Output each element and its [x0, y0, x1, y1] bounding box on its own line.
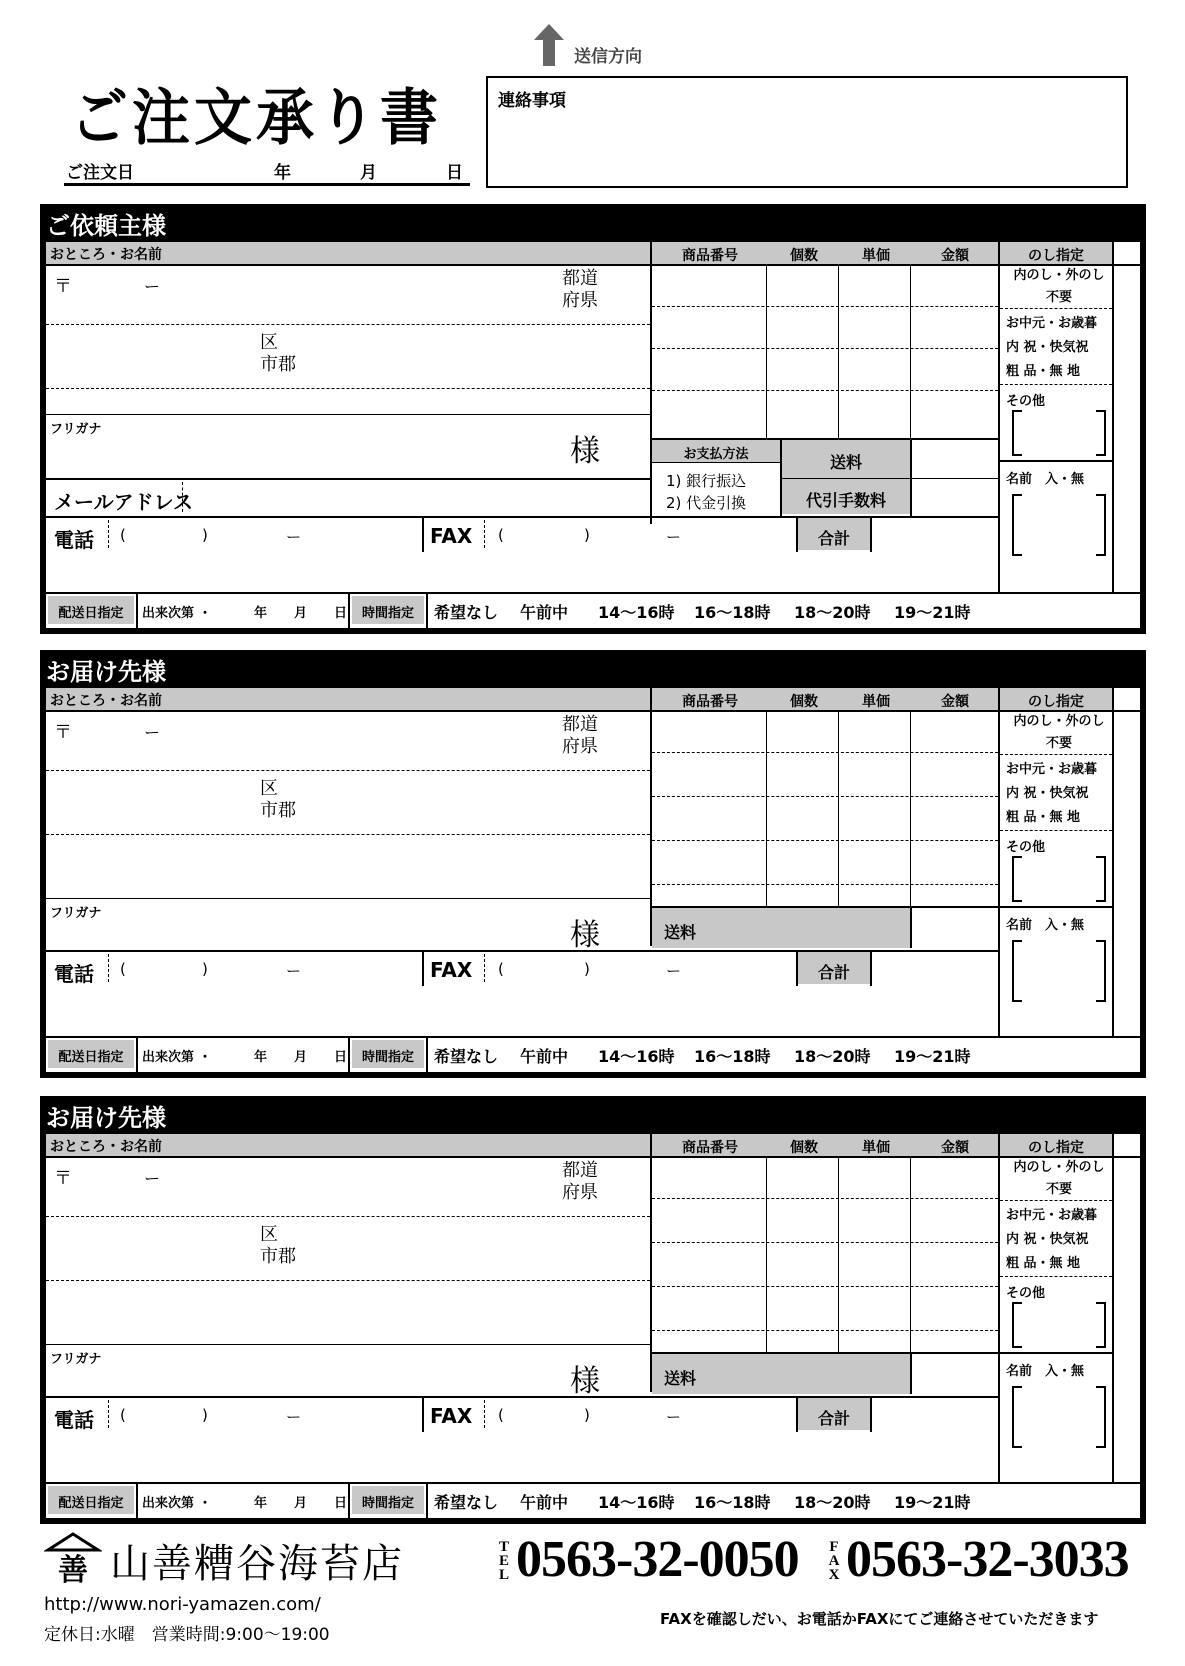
rule-line	[108, 520, 109, 548]
noshi-name-input[interactable]	[1026, 496, 1092, 554]
phone-dash: ー	[286, 528, 302, 546]
recipient-section-title: お届け先様	[46, 1104, 166, 1132]
fax-input[interactable]	[488, 952, 794, 982]
rule-line	[46, 770, 650, 771]
rule-line	[46, 1280, 650, 1281]
bracket-right	[1096, 1386, 1106, 1448]
rule-line	[782, 478, 998, 479]
noshi-none[interactable]: 不要	[1045, 1182, 1072, 1197]
rule-line	[910, 908, 912, 948]
rule-line	[910, 1354, 912, 1394]
time-spec-label: 時間指定	[361, 1496, 414, 1511]
time-option[interactable]: 午前中	[520, 1493, 569, 1512]
address-name-header: おところ・お名前	[50, 1139, 162, 1155]
up-arrow-icon	[534, 24, 564, 66]
delivery-asap-option[interactable]: 出来次第 ・	[142, 1050, 212, 1065]
time-option[interactable]: 希望なし	[434, 1493, 499, 1512]
total-amount-input[interactable]	[874, 1398, 994, 1430]
rule-line	[484, 1400, 485, 1428]
item-no-input[interactable]	[654, 308, 764, 344]
fax-dash: ー	[666, 962, 682, 980]
unit-price-header: 単価	[862, 248, 890, 264]
time-option[interactable]: 14〜16時	[598, 1493, 675, 1512]
noshi-other-label: その他	[1006, 394, 1046, 409]
item-no-input[interactable]	[654, 1200, 764, 1236]
phone-input[interactable]	[112, 952, 420, 982]
order-block-body	[46, 1134, 1140, 1518]
rule-line	[136, 1482, 138, 1518]
bracket-left	[1012, 410, 1022, 456]
rule-line	[766, 264, 767, 438]
bracket-left	[1012, 1386, 1022, 1448]
amount-header: 金額	[941, 694, 969, 710]
recipient-section-title: お届け先様	[46, 658, 166, 686]
fax-input[interactable]	[488, 518, 794, 548]
delivery-year-label: 年	[254, 606, 268, 621]
tel-number: 0563-32-0050	[516, 1531, 799, 1588]
phone-input[interactable]	[112, 1398, 420, 1428]
time-option[interactable]: 19〜21時	[894, 1047, 971, 1066]
rule-line	[46, 264, 1140, 266]
qty-header: 個数	[790, 248, 818, 264]
noshi-other-input[interactable]	[1026, 412, 1092, 454]
rule-line	[652, 390, 998, 391]
time-option[interactable]: 16〜18時	[694, 1493, 771, 1512]
rule-line	[1000, 308, 1112, 309]
noshi-other-input[interactable]	[1026, 858, 1092, 900]
rule-line	[910, 710, 911, 906]
send-direction-label: 送信方向	[574, 47, 642, 67]
noshi-header: のし指定	[1028, 694, 1084, 710]
rule-line	[46, 478, 650, 480]
prefecture-label: 都道 府県	[562, 1160, 598, 1203]
rule-line	[910, 440, 912, 516]
delivery-day-label: 日	[334, 1050, 348, 1065]
fax-paren-close: )	[584, 1406, 590, 1424]
rule-line	[426, 1036, 428, 1072]
fax-paren-close: )	[584, 526, 590, 544]
time-option[interactable]: 18〜20時	[794, 1047, 871, 1066]
item-no-header: 商品番号	[682, 248, 738, 264]
item-no-input[interactable]	[654, 392, 764, 428]
delivery-asap-option[interactable]: 出来次第 ・	[142, 1496, 212, 1511]
noshi-name-label: 名前 入・無	[1006, 918, 1085, 933]
rule-line	[652, 306, 998, 307]
rule-line	[1112, 1134, 1114, 1482]
noshi-other-label: その他	[1006, 840, 1046, 855]
order-block	[40, 204, 1146, 634]
item-no-header: 商品番号	[682, 1140, 738, 1156]
bracket-left	[1012, 940, 1022, 1002]
rule-line	[652, 1286, 998, 1287]
rule-line	[650, 242, 652, 524]
time-option[interactable]: 19〜21時	[894, 603, 971, 622]
order-block	[40, 1096, 1146, 1524]
city-label: 区 市郡	[260, 1224, 296, 1267]
order-day-label: 日	[446, 163, 463, 183]
qty-header: 個数	[790, 694, 818, 710]
rule-line	[348, 1036, 350, 1072]
rule-line	[838, 264, 839, 438]
shop-url[interactable]: http://www.nori-yamazen.com/	[44, 1594, 321, 1615]
shipping-amount-input[interactable]	[914, 442, 994, 476]
order-month-label: 月	[360, 163, 377, 183]
noshi-header: のし指定	[1028, 248, 1084, 264]
phone-input[interactable]	[112, 518, 420, 548]
rule-line	[1000, 1276, 1112, 1277]
rule-line	[1112, 242, 1114, 592]
payment-option-bank[interactable]: 1) 銀行振込	[666, 472, 747, 490]
item-no-input[interactable]	[654, 754, 764, 790]
fax-paren-close: )	[584, 960, 590, 978]
time-option[interactable]: 18〜20時	[794, 1493, 871, 1512]
time-option[interactable]: 希望なし	[434, 1047, 499, 1066]
noshi-option-3[interactable]: 粗 品・無 地	[1006, 1256, 1081, 1271]
postal-dash: ー	[144, 723, 161, 742]
shipping-amount-input[interactable]	[914, 910, 994, 946]
rule-line	[108, 1400, 109, 1428]
amount-header: 金額	[941, 1140, 969, 1156]
noshi-other-input[interactable]	[1026, 1304, 1092, 1346]
noshi-name-input[interactable]	[1026, 1388, 1092, 1446]
unit-price-header: 単価	[862, 694, 890, 710]
furigana-label: フリガナ	[50, 422, 102, 437]
postal-mark: 〒	[54, 276, 72, 297]
unit-price-header: 単価	[862, 1140, 890, 1156]
phone-paren-close: )	[202, 526, 208, 544]
rule-line	[1000, 754, 1112, 755]
rule-line	[46, 324, 650, 325]
item-no-header: 商品番号	[682, 694, 738, 710]
phone-label: 電話	[54, 528, 94, 552]
fax-dash: ー	[666, 528, 682, 546]
rule-line	[652, 1330, 998, 1331]
rule-line	[484, 520, 485, 548]
delivery-date-label: 配送日指定	[58, 1050, 124, 1065]
city-label: 区 市郡	[260, 332, 296, 375]
prefecture-label: 都道 府県	[562, 714, 598, 757]
bracket-right	[1096, 494, 1106, 556]
noshi-name-label: 名前 入・無	[1006, 472, 1085, 487]
contact-note: FAXを確認しだい、お電話かFAXにてご連絡させていただきます	[660, 1610, 1099, 1628]
fax-input[interactable]	[488, 1398, 794, 1428]
name-input[interactable]	[50, 432, 550, 460]
item-no-input[interactable]	[654, 350, 764, 386]
total-label: 合計	[817, 529, 850, 548]
rule-line	[46, 1036, 1140, 1038]
noshi-header: のし指定	[1028, 1140, 1084, 1156]
rule-line	[136, 1036, 138, 1072]
prefecture-label: 都道 府県	[562, 268, 598, 311]
furigana-label: フリガナ	[50, 906, 102, 921]
noshi-inout[interactable]: 内のし・外のし	[1013, 268, 1105, 283]
fax-label: FAX	[430, 1404, 473, 1428]
delivery-day-label: 日	[334, 1496, 348, 1511]
rule-line	[46, 388, 650, 389]
postal-mark: 〒	[54, 722, 72, 743]
shipping-label: 送料	[829, 453, 862, 472]
rule-line	[422, 1396, 424, 1432]
cod-fee-label: 代引手数料	[805, 491, 886, 510]
rule-line	[484, 954, 485, 982]
address-name-header: おところ・お名前	[50, 693, 162, 709]
item-no-input[interactable]	[654, 1288, 764, 1324]
email-label: メールアドレス	[54, 490, 193, 514]
time-option[interactable]: 希望なし	[434, 603, 499, 622]
rule-line	[652, 1198, 998, 1199]
time-option[interactable]: 14〜16時	[598, 1047, 675, 1066]
fax-paren-open: (	[498, 960, 504, 978]
rule-line	[652, 1242, 998, 1243]
total-label: 合計	[817, 1409, 850, 1428]
time-option[interactable]: 18〜20時	[794, 603, 871, 622]
sama-label: 様	[570, 918, 600, 953]
noshi-inout[interactable]: 内のし・外のし	[1013, 1160, 1105, 1175]
furigana-label: フリガナ	[50, 1352, 102, 1367]
delivery-month-label: 月	[294, 606, 308, 621]
memo-label: 連絡事項	[498, 91, 566, 111]
item-no-input[interactable]	[654, 1244, 764, 1280]
name-input[interactable]	[50, 916, 550, 944]
time-spec-label: 時間指定	[361, 1050, 414, 1065]
rule-line	[652, 840, 998, 841]
order-date-label: ご注文日	[66, 163, 134, 183]
delivery-asap-option[interactable]: 出来次第 ・	[142, 606, 212, 621]
noshi-inout[interactable]: 内のし・外のし	[1013, 714, 1105, 729]
bracket-right	[1096, 940, 1106, 1002]
order-year-label: 年	[274, 163, 291, 183]
total-label: 合計	[817, 963, 850, 982]
item-no-input[interactable]	[654, 1158, 764, 1194]
noshi-option-1[interactable]: お中元・お歳暮	[1006, 1208, 1098, 1223]
time-option[interactable]: 19〜21時	[894, 1493, 971, 1512]
order-block-body	[46, 688, 1140, 1072]
rule-line	[652, 796, 998, 797]
sama-label: 様	[570, 1364, 600, 1399]
rule-line	[182, 482, 183, 512]
client-section-title: ご依頼主様	[46, 212, 166, 240]
total-amount-input[interactable]	[874, 518, 994, 550]
phone-paren-close: )	[202, 1406, 208, 1424]
fax-vertical-label: F A X	[828, 1539, 840, 1583]
phone-paren-close: )	[202, 960, 208, 978]
rule-line	[1000, 906, 1112, 908]
phone-paren-open: (	[120, 960, 126, 978]
time-option[interactable]: 午前中	[520, 603, 569, 622]
rule-line	[46, 834, 650, 835]
shop-logo-icon	[44, 1532, 102, 1586]
item-no-input[interactable]	[654, 798, 764, 834]
fax-number: 0563-32-3033	[846, 1531, 1129, 1588]
rule-line	[46, 1216, 650, 1217]
shop-hours: 定休日:水曜 営業時間:9:00〜19:00	[44, 1625, 330, 1645]
delivery-date-label: 配送日指定	[58, 1496, 124, 1511]
rule-line	[46, 898, 650, 899]
order-date-field[interactable]	[64, 148, 470, 186]
svg-text:善: 善	[58, 1553, 88, 1586]
rule-line	[348, 1482, 350, 1518]
rule-line	[46, 710, 1140, 712]
noshi-option-1[interactable]: お中元・お歳暮	[1006, 316, 1098, 331]
item-no-input[interactable]	[654, 712, 764, 748]
noshi-none[interactable]: 不要	[1045, 290, 1072, 305]
rule-line	[998, 242, 1000, 592]
delivery-month-label: 月	[294, 1050, 308, 1065]
rule-line	[838, 710, 839, 906]
item-no-input[interactable]	[654, 266, 764, 302]
bracket-left	[1012, 494, 1022, 556]
tel-label	[496, 1540, 512, 1582]
rule-line	[348, 592, 350, 628]
fax-label: FAX	[430, 524, 473, 548]
noshi-option-3[interactable]: 粗 品・無 地	[1006, 810, 1081, 825]
rule-line	[1000, 830, 1112, 831]
phone-paren-open: (	[120, 526, 126, 544]
postal-dash: ー	[144, 277, 161, 296]
bracket-left	[1012, 856, 1022, 902]
time-option[interactable]: 14〜16時	[598, 603, 675, 622]
rule-line	[910, 264, 911, 438]
rule-line	[46, 1344, 650, 1345]
phone-dash: ー	[286, 1408, 302, 1426]
city-label: 区 市郡	[260, 778, 296, 821]
phone-dash: ー	[286, 962, 302, 980]
rule-line	[1000, 1200, 1112, 1201]
postal-mark: 〒	[54, 1168, 72, 1189]
item-no-input[interactable]	[654, 842, 764, 878]
rule-line	[652, 462, 780, 463]
rule-line	[870, 516, 872, 552]
shipping-label: 送料	[664, 923, 697, 942]
rule-line	[998, 688, 1000, 1036]
rule-line	[426, 1482, 428, 1518]
rule-line	[870, 950, 872, 986]
rule-line	[652, 884, 998, 885]
shipping-amount-input[interactable]	[914, 1356, 994, 1392]
rule-line	[108, 954, 109, 982]
noshi-option-1[interactable]: お中元・お歳暮	[1006, 762, 1098, 777]
rule-line	[422, 516, 424, 552]
shipping-label: 送料	[664, 1369, 697, 1388]
bracket-right	[1096, 856, 1106, 902]
memo-box[interactable]	[486, 76, 1128, 188]
address-name-header: おところ・お名前	[50, 247, 162, 263]
noshi-option-2[interactable]: 内 祝・快気祝	[1006, 786, 1089, 801]
shop-name: 山善糟谷海苔店	[110, 1541, 404, 1587]
noshi-none[interactable]: 不要	[1045, 736, 1072, 751]
bracket-right	[1096, 410, 1106, 456]
qty-header: 個数	[790, 1140, 818, 1156]
rule-line	[652, 752, 998, 753]
rule-line	[1000, 460, 1112, 462]
cod-fee-amount-input[interactable]	[914, 480, 994, 514]
noshi-option-3[interactable]: 粗 品・無 地	[1006, 364, 1081, 379]
rule-line	[46, 1156, 1140, 1158]
sama-label: 様	[570, 434, 600, 469]
rule-line	[998, 1134, 1000, 1482]
rule-line	[1000, 1352, 1112, 1354]
rule-line	[766, 710, 767, 906]
noshi-name-input[interactable]	[1026, 942, 1092, 1000]
delivery-date-label: 配送日指定	[58, 606, 124, 621]
delivery-day-label: 日	[334, 606, 348, 621]
phone-label: 電話	[54, 962, 94, 986]
rule-line	[46, 1482, 1140, 1484]
rule-line	[426, 592, 428, 628]
phone-paren-open: (	[120, 1406, 126, 1424]
delivery-year-label: 年	[254, 1050, 268, 1065]
order-block-body	[46, 242, 1140, 628]
rule-line	[652, 348, 998, 349]
rule-line	[766, 1156, 767, 1352]
email-input[interactable]	[186, 482, 646, 512]
rule-line	[46, 592, 1140, 594]
time-spec-label: 時間指定	[361, 606, 414, 621]
time-option[interactable]: 16〜18時	[694, 603, 771, 622]
rule-line	[838, 1156, 839, 1352]
order-block	[40, 650, 1146, 1078]
rule-line	[422, 950, 424, 986]
rule-line	[1112, 688, 1114, 1036]
fax-paren-open: (	[498, 1406, 504, 1424]
bracket-right	[1096, 1302, 1106, 1348]
fax-dash: ー	[666, 1408, 682, 1426]
rule-line	[870, 1396, 872, 1432]
tel-vertical-label: T E L	[498, 1539, 509, 1583]
payment-option-cod[interactable]: 2) 代金引換	[666, 494, 747, 512]
rule-line	[136, 592, 138, 628]
noshi-option-2[interactable]: 内 祝・快気祝	[1006, 340, 1089, 355]
amount-header: 金額	[941, 248, 969, 264]
name-input[interactable]	[50, 1362, 550, 1390]
fax-paren-open: (	[498, 526, 504, 544]
phone-label: 電話	[54, 1408, 94, 1432]
total-amount-input[interactable]	[874, 952, 994, 984]
noshi-name-label: 名前 入・無	[1006, 1364, 1085, 1379]
time-option[interactable]: 午前中	[520, 1047, 569, 1066]
form-title: ご注文承り書	[70, 81, 443, 153]
noshi-other-label: その他	[1006, 1286, 1046, 1301]
fax-label: FAX	[430, 958, 473, 982]
bracket-left	[1012, 1302, 1022, 1348]
noshi-option-2[interactable]: 内 祝・快気祝	[1006, 1232, 1089, 1247]
rule-line	[1000, 384, 1112, 385]
rule-line	[46, 414, 650, 415]
time-option[interactable]: 16〜18時	[694, 1047, 771, 1066]
payment-label: お支払方法	[683, 447, 749, 462]
rule-line	[910, 1156, 911, 1352]
delivery-month-label: 月	[294, 1496, 308, 1511]
fax-label	[826, 1540, 842, 1582]
delivery-year-label: 年	[254, 1496, 268, 1511]
postal-dash: ー	[144, 1169, 161, 1188]
